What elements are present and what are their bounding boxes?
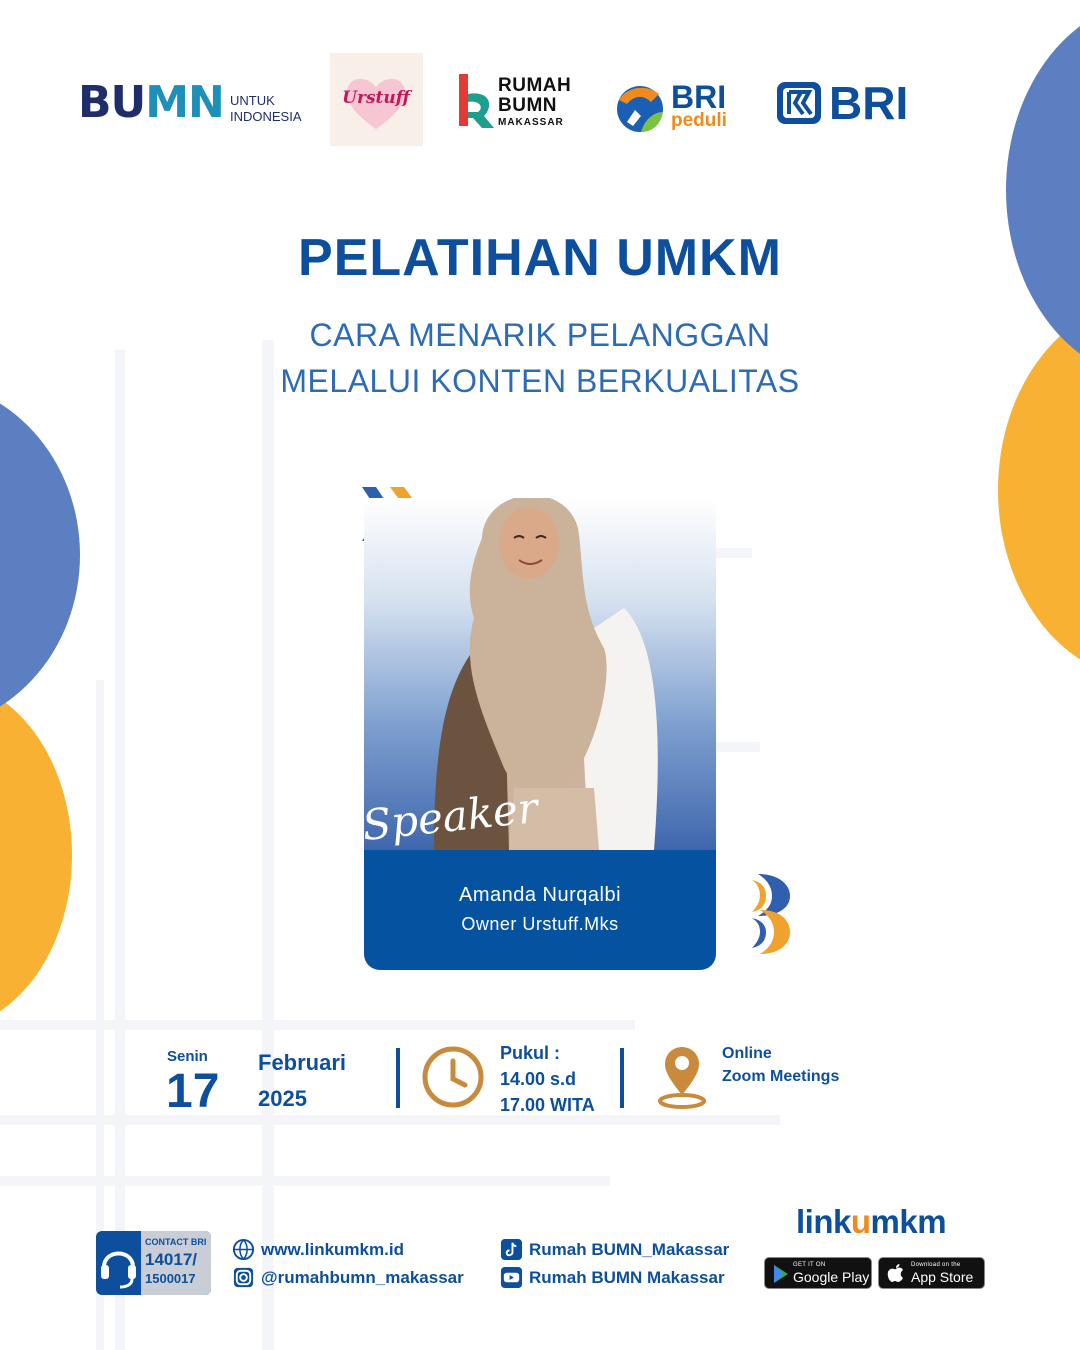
tiktok-icon [500, 1238, 523, 1261]
urstuff-word: Urstuff [342, 88, 410, 108]
bri-mark-icon [775, 78, 825, 128]
bri-word: BRI [829, 77, 909, 129]
bri-peduli-text: peduli [671, 110, 727, 131]
year: 2025 [258, 1086, 307, 1111]
decor-circle-left-orange [0, 680, 72, 1030]
bg-line [0, 1020, 635, 1030]
urstuff-logo [330, 53, 423, 146]
youtube-link[interactable] [500, 1266, 725, 1289]
app-store-button[interactable] [878, 1257, 985, 1289]
contact-number-1: 14017/ [145, 1250, 197, 1269]
time-end: 17.00 WITA [500, 1095, 595, 1115]
bumn-tagline [230, 93, 302, 125]
headset-icon [96, 1231, 141, 1295]
bumn-tagline-1: UNTUK [230, 93, 275, 108]
google-play-small: GET IT ON [793, 1262, 826, 1268]
divider [620, 1048, 624, 1108]
brand-part3: mkm [870, 1203, 947, 1240]
event-subtitle [0, 312, 1080, 404]
contact-label: CONTACT BRI [145, 1237, 207, 1247]
bri-peduli-bri: BRI [671, 79, 727, 115]
month: Februari [258, 1050, 347, 1075]
instagram-link[interactable] [232, 1266, 464, 1289]
tiktok-link[interactable] [500, 1238, 729, 1261]
time-start: 14.00 s.d [500, 1069, 577, 1089]
hands-icon [615, 82, 665, 134]
bumn-tagline-2: INDONESIA [230, 109, 302, 124]
globe-icon [232, 1238, 255, 1261]
place-info [722, 1042, 839, 1088]
divider [396, 1048, 400, 1108]
speaker-label: Speaker [359, 782, 541, 851]
youtube-icon [500, 1266, 523, 1289]
time-label: Pukul : [500, 1043, 561, 1063]
contact-bri-badge [96, 1231, 211, 1295]
rumah-line2: BUMN [498, 95, 557, 116]
time-info [500, 1040, 595, 1118]
brand-part2: u [850, 1203, 871, 1240]
event-subtitle-line1: CARA MENARIK PELANGGAN [309, 317, 771, 353]
decor-circle-left-blue [0, 380, 80, 730]
rumah-line1: RUMAH [498, 75, 572, 96]
google-play-big: Google Play [793, 1269, 870, 1285]
event-subtitle-line2: MELALUI KONTEN BERKUALITAS [280, 363, 800, 399]
youtube-text: Rumah BUMN Makassar [529, 1267, 725, 1287]
location-pin-icon [655, 1045, 709, 1111]
heart-icon [330, 53, 423, 146]
app-store-small: Download on the [911, 1262, 961, 1268]
bg-line [716, 548, 752, 558]
play-store-icon [772, 1264, 790, 1284]
bumn-wordmark: BUMN [78, 77, 224, 128]
place-line2: Zoom Meetings [722, 1068, 840, 1085]
app-store-big: App Store [911, 1269, 974, 1285]
rumah-bumn-logo [456, 70, 576, 132]
bri-peduli-logo [615, 80, 730, 135]
brand-part1: link [796, 1203, 851, 1240]
apple-icon [887, 1263, 905, 1283]
bg-line [115, 350, 125, 1350]
speaker-role: Owner Urstuff.Mks [461, 914, 619, 934]
linkumkm-logo [796, 1203, 946, 1241]
bg-line [0, 1115, 780, 1125]
event-title: PELATIHAN UMKM [298, 229, 782, 287]
place-line1: Online [722, 1045, 772, 1062]
bg-line [716, 742, 760, 752]
clock-icon [421, 1045, 485, 1109]
bumn-logo [78, 78, 303, 128]
bg-line [0, 1176, 610, 1186]
month-year [258, 1045, 346, 1117]
crescent-decor-icon [748, 872, 792, 956]
contact-number-panel [141, 1231, 211, 1295]
instagram-text: @rumahbumn_makassar [261, 1267, 464, 1287]
rumah-bumn-mark-icon [456, 72, 496, 130]
speaker-name: Amanda Nurqalbi [458, 884, 622, 906]
bri-logo [775, 77, 909, 129]
day-name: Senin [167, 1048, 208, 1065]
bg-line [262, 340, 274, 1350]
tiktok-text: Rumah BUMN_Makassar [529, 1239, 730, 1259]
website-link[interactable] [232, 1238, 404, 1261]
google-play-button[interactable] [764, 1257, 872, 1289]
contact-number-2: 1500017 [145, 1271, 196, 1286]
day-number: 17 [166, 1065, 220, 1118]
instagram-icon [232, 1266, 255, 1289]
website-text: www.linkumkm.id [261, 1239, 404, 1259]
speaker-name-panel [364, 850, 716, 970]
rumah-line3: MAKASSAR [498, 117, 564, 128]
